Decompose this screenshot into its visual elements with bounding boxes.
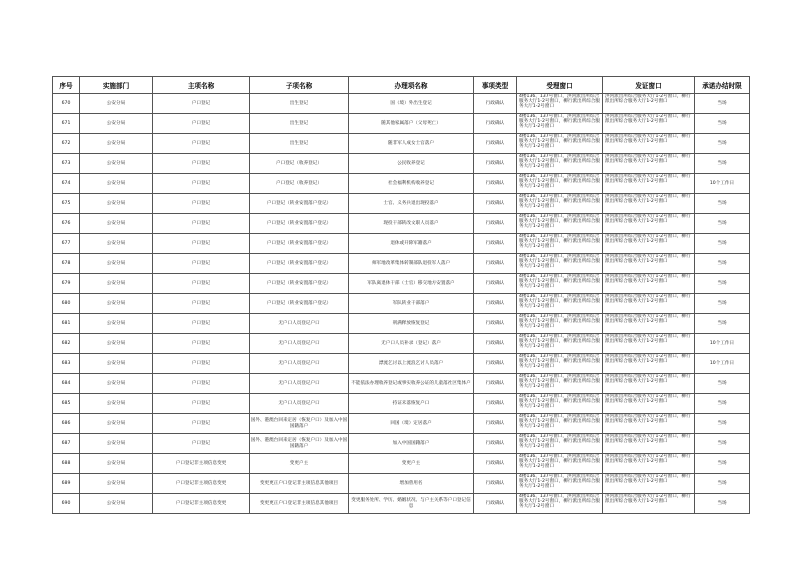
table-row [53,94,750,114]
cell-no: 676 [53,214,80,234]
cell-main-item: 户口登记 [153,154,250,174]
cell-sub-item: 无户口人员登记户口 [250,374,349,394]
cell-issue-window [603,94,695,114]
cell-no: 670 [53,94,80,114]
cell-sub-item: 变更更正户口登记非主项信息其他项目 [250,474,349,494]
cell-no: 681 [53,314,80,334]
cell-item-type: 行政确认 [474,374,517,394]
cell-time-limit: 当场 [695,474,750,494]
cell-accept-window-text: 4楼136、137号窗口，洪河派出所综合服务大厅1-2号窗口，柳行派出所综合服务大厅1-2号窗口 [519,274,601,290]
cell-no: 684 [53,374,80,394]
cell-accept-window [517,214,603,234]
table-row [53,154,750,174]
cell-no: 677 [53,234,80,254]
cell-main-item: 户口登记 [153,94,250,114]
cell-item-type: 行政确认 [474,494,517,514]
table-row [53,494,750,514]
cell-time-limit: 当场 [695,94,750,114]
cell-dept: 公安分局 [80,114,153,134]
cell-dept: 公安分局 [80,234,153,254]
cell-accept-window-text: 4楼136、137号窗口，洪河派出所综合服务大厅1-2号窗口，柳行派出所综合服务大厅1-2号窗口 [519,494,601,510]
cell-sub-item: 变更更正户口登记非主项信息其他项目 [250,494,349,514]
cell-accept-window-text: 4楼136、137号窗口，洪河派出所综合服务大厅1-2号窗口，柳行派出所综合服务大厅1-2号窗口 [519,294,601,310]
cell-sub-item: 无户口人员登记户口 [250,394,349,414]
cell-sub-item: 户口登记（转业安置落户登记） [250,254,349,274]
cell-issue-window-text: 洪河派出所综合服务大厅1-2号窗口，柳行派出所综合服务大厅1-2号窗口 [605,354,691,365]
cell-accept-window [517,154,603,174]
table-row [53,354,750,374]
cell-handling-item: 退休或开除军籍落户 [349,234,474,254]
cell-issue-window [603,374,695,394]
cell-issue-window [603,474,695,494]
header-item-type: 事项类型 [474,77,517,94]
cell-time-limit: 当场 [695,414,750,434]
cell-sub-item: 户口登记（转业安置落户登记） [250,234,349,254]
cell-no: 680 [53,294,80,314]
cell-dept: 公安分局 [80,154,153,174]
table-row [53,194,750,214]
cell-item-type: 行政确认 [474,154,517,174]
cell-sub-item: 出生登记 [250,134,349,154]
cell-time-limit: 当场 [695,194,750,214]
cell-handling-item: 公民收养登记 [349,154,474,174]
cell-item-type: 行政确认 [474,314,517,334]
cell-issue-window-text: 洪河派出所综合服务大厅1-2号窗口，柳行派出所综合服务大厅1-2号窗口 [605,154,691,165]
table-row [53,374,750,394]
cell-handling-item: 士官、义务兵退出现役落户 [349,194,474,214]
cell-handling-item: 持证未落恢复户口 [349,394,474,414]
cell-issue-window [603,434,695,454]
cell-item-type: 行政确认 [474,294,517,314]
cell-issue-window [603,194,695,214]
cell-no: 685 [53,394,80,414]
cell-accept-window [517,494,603,514]
table-header-row [53,77,750,94]
cell-no: 682 [53,334,80,354]
cell-item-type: 行政确认 [474,394,517,414]
cell-main-item: 户口登记 [153,294,250,314]
cell-issue-window [603,234,695,254]
table-row [53,254,750,274]
cell-dept: 公安分局 [80,294,153,314]
header-accept-window: 受理窗口 [517,77,603,94]
cell-accept-window-text: 4楼136、137号窗口，洪河派出所综合服务大厅1-2号窗口，柳行派出所综合服务大厅1-2号窗口 [519,214,601,230]
cell-sub-item: 国外、港澳台回来定居（恢复户口）及加入中国国籍落户 [250,434,349,454]
cell-dept: 公安分局 [80,474,153,494]
cell-accept-window-text: 4楼136、137号窗口，洪河派出所综合服务大厅1-2号窗口，柳行派出所综合服务大厅1-2号窗口 [519,94,601,110]
services-table [52,76,750,514]
cell-main-item: 户口登记 [153,194,250,214]
cell-accept-window [517,234,603,254]
cell-issue-window-text: 洪河派出所综合服务大厅1-2号窗口，柳行派出所综合服务大厅1-2号窗口 [605,194,691,205]
cell-item-type: 行政确认 [474,234,517,254]
table-row [53,174,750,194]
cell-accept-window-text: 4楼136、137号窗口，洪河派出所综合服务大厅1-2号窗口，柳行派出所综合服务大厅1-2号窗口 [519,314,601,330]
cell-issue-window-text: 洪河派出所综合服务大厅1-2号窗口，柳行派出所综合服务大厅1-2号窗口 [605,214,691,225]
cell-main-item: 户口登记 [153,234,250,254]
cell-time-limit: 10个工作日 [695,354,750,374]
cell-sub-item: 国外、港澳台回来定居（恢复户口）及加入中国国籍落户 [250,414,349,434]
header-no: 序号 [53,77,80,94]
cell-issue-window-text: 洪河派出所综合服务大厅1-2号窗口，柳行派出所综合服务大厅1-2号窗口 [605,334,691,345]
cell-accept-window-text: 4楼136、137号窗口，洪河派出所综合服务大厅1-2号窗口，柳行派出所综合服务大厅1-2号窗口 [519,354,601,370]
cell-accept-window-text: 4楼136、137号窗口，洪河派出所综合服务大厅1-2号窗口，柳行派出所综合服务大厅1-2号窗口 [519,434,601,450]
cell-time-limit: 当场 [695,314,750,334]
table-row [53,294,750,314]
cell-issue-window [603,214,695,234]
cell-accept-window [517,94,603,114]
cell-issue-window-text: 洪河派出所综合服务大厅1-2号窗口，柳行派出所综合服务大厅1-2号窗口 [605,474,691,485]
cell-issue-window [603,494,695,514]
cell-no: 673 [53,154,80,174]
cell-accept-window [517,454,603,474]
cell-dept: 公安分局 [80,354,153,374]
table-row [53,394,750,414]
cell-accept-window-text: 4楼136、137号窗口，洪河派出所综合服务大厅1-2号窗口，柳行派出所综合服务大厅1-2号窗口 [519,254,601,270]
table-row [53,334,750,354]
cell-accept-window [517,374,603,394]
cell-handling-item: 不能依法办理收养登记或事实收养公证的儿童落社区集体户 [349,374,474,394]
cell-issue-window-text: 洪河派出所综合服务大厅1-2号窗口，柳行派出所综合服务大厅1-2号窗口 [605,274,691,285]
cell-sub-item: 变更户主 [250,454,349,474]
cell-issue-window-text: 洪河派出所综合服务大厅1-2号窗口，柳行派出所综合服务大厅1-2号窗口 [605,374,691,385]
cell-no: 687 [53,434,80,454]
cell-time-limit: 当场 [695,214,750,234]
cell-item-type: 行政确认 [474,174,517,194]
table-row [53,434,750,454]
cell-accept-window [517,334,603,354]
cell-dept: 公安分局 [80,314,153,334]
cell-accept-window [517,414,603,434]
cell-issue-window [603,314,695,334]
cell-issue-window-text: 洪河派出所综合服务大厅1-2号窗口，柳行派出所综合服务大厅1-2号窗口 [605,394,691,405]
cell-issue-window [603,334,695,354]
cell-no: 672 [53,134,80,154]
cell-time-limit: 当场 [695,114,750,134]
header-time-limit: 承诺办结时限 [695,77,750,94]
cell-dept: 公安分局 [80,134,153,154]
cell-no: 675 [53,194,80,214]
cell-main-item: 户口登记 [153,314,250,334]
cell-handling-item: 无户口人员补录（登记）落户 [349,334,474,354]
table-row [53,134,750,154]
cell-accept-window-text: 4楼136、137号窗口，洪河派出所综合服务大厅1-2号窗口，柳行派出所综合服务大厅1-2号窗口 [519,134,601,150]
cell-issue-window [603,414,695,434]
cell-main-item: 户口登记 [153,114,250,134]
cell-handling-item: 军队转业干部落户 [349,294,474,314]
cell-main-item: 户口登记 [153,214,250,234]
table-row [53,474,750,494]
header-sub-item: 子项名称 [250,77,349,94]
cell-accept-window-text: 4楼136、137号窗口，洪河派出所综合服务大厅1-2号窗口，柳行派出所综合服务大厅1-2号窗口 [519,394,601,410]
cell-issue-window [603,394,695,414]
cell-issue-window [603,294,695,314]
cell-dept: 公安分局 [80,194,153,214]
cell-item-type: 行政确认 [474,254,517,274]
cell-no: 679 [53,274,80,294]
cell-item-type: 行政确认 [474,134,517,154]
cell-accept-window [517,294,603,314]
cell-time-limit: 当场 [695,374,750,394]
cell-dept: 公安分局 [80,174,153,194]
cell-handling-item: 变更户主 [349,454,474,474]
cell-time-limit: 当场 [695,154,750,174]
cell-issue-window [603,454,695,474]
cell-sub-item: 户口登记（转业安置落户登记） [250,194,349,214]
cell-accept-window [517,434,603,454]
cell-main-item: 户口登记 [153,374,250,394]
cell-sub-item: 无户口人员登记户口 [250,334,349,354]
header-main-item: 主项名称 [153,77,250,94]
cell-sub-item: 无户口人员登记户口 [250,354,349,374]
cell-sub-item: 户口登记（收养登记） [250,174,349,194]
cell-no: 690 [53,494,80,514]
cell-dept: 公安分局 [80,274,153,294]
cell-dept: 公安分局 [80,374,153,394]
cell-item-type: 行政确认 [474,274,517,294]
cell-time-limit: 当场 [695,434,750,454]
cell-issue-window-text: 洪河派出所综合服务大厅1-2号窗口，柳行派出所综合服务大厅1-2号窗口 [605,254,691,265]
cell-main-item: 户口登记 [153,334,250,354]
cell-handling-item: 回国（境）定居落户 [349,414,474,434]
cell-main-item: 户口登记 [153,394,250,414]
cell-dept: 公安分局 [80,254,153,274]
cell-issue-window-text: 洪河派出所综合服务大厅1-2号窗口，柳行派出所综合服务大厅1-2号窗口 [605,134,691,145]
cell-no: 683 [53,354,80,374]
cell-time-limit: 当场 [695,134,750,154]
cell-dept: 公安分局 [80,494,153,514]
cell-issue-window [603,154,695,174]
cell-accept-window [517,274,603,294]
cell-item-type: 行政确认 [474,214,517,234]
cell-accept-window-text: 4楼136、137号窗口，洪河派出所综合服务大厅1-2号窗口，柳行派出所综合服务大厅1-2号窗口 [519,454,601,470]
cell-accept-window [517,314,603,334]
cell-handling-item: 增加曾用名 [349,474,474,494]
cell-item-type: 行政确认 [474,434,517,454]
cell-accept-window-text: 4楼136、137号窗口，洪河派出所综合服务大厅1-2号窗口，柳行派出所综合服务大厅1-2号窗口 [519,234,601,250]
cell-accept-window [517,134,603,154]
cell-issue-window [603,134,695,154]
table-row [53,414,750,434]
cell-item-type: 行政确认 [474,354,517,374]
cell-issue-window-text: 洪河派出所综合服务大厅1-2号窗口，柳行派出所综合服务大厅1-2号窗口 [605,114,691,125]
cell-no: 686 [53,414,80,434]
cell-item-type: 行政确认 [474,194,517,214]
cell-sub-item: 出生登记 [250,94,349,114]
cell-handling-item: 变更服务处所、学历、婚姻状况、与户主关系等户口登记信息 [349,494,474,514]
header-handling-item: 办理项名称 [349,77,474,94]
cell-accept-window-text: 4楼136、137号窗口，洪河派出所综合服务大厅1-2号窗口，柳行派出所综合服务大厅1-2号窗口 [519,414,601,430]
table-row [53,274,750,294]
cell-accept-window-text: 4楼136、137号窗口，洪河派出所综合服务大厅1-2号窗口，柳行派出所综合服务大厅1-2号窗口 [519,474,601,490]
cell-no: 689 [53,474,80,494]
cell-accept-window [517,174,603,194]
cell-handling-item: 漂流乞讨以上流浪乞讨人员落户 [349,354,474,374]
cell-issue-window [603,174,695,194]
table-row [53,454,750,474]
cell-item-type: 行政确认 [474,94,517,114]
cell-issue-window-text: 洪河派出所综合服务大厅1-2号窗口，柳行派出所综合服务大厅1-2号窗口 [605,174,691,185]
cell-main-item: 户口登记 [153,274,250,294]
cell-issue-window-text: 洪河派出所综合服务大厅1-2号窗口，柳行派出所综合服务大厅1-2号窗口 [605,234,691,245]
header-issue-window: 发证窗口 [603,77,695,94]
cell-item-type: 行政确认 [474,454,517,474]
cell-issue-window-text: 洪河派出所综合服务大厅1-2号窗口，柳行派出所综合服务大厅1-2号窗口 [605,494,691,505]
cell-main-item: 户口登记非主项信息变更 [153,494,250,514]
cell-main-item: 户口登记 [153,134,250,154]
cell-issue-window [603,274,695,294]
cell-main-item: 户口登记非主项信息变更 [153,454,250,474]
cell-issue-window-text: 洪河派出所综合服务大厅1-2号窗口，柳行派出所综合服务大厅1-2号窗口 [605,434,691,445]
cell-dept: 公安分局 [80,454,153,474]
cell-accept-window [517,114,603,134]
cell-handling-item: 现役干部转改文职人员落户 [349,214,474,234]
cell-handling-item: 随其他家属落户（父母死亡） [349,114,474,134]
cell-dept: 公安分局 [80,414,153,434]
cell-time-limit: 10个工作日 [695,174,750,194]
cell-issue-window-text: 洪河派出所综合服务大厅1-2号窗口，柳行派出所综合服务大厅1-2号窗口 [605,294,691,305]
cell-issue-window-text: 洪河派出所综合服务大厅1-2号窗口，柳行派出所综合服务大厅1-2号窗口 [605,94,691,105]
cell-issue-window-text: 洪河派出所综合服务大厅1-2号窗口，柳行派出所综合服务大厅1-2号窗口 [605,414,691,425]
cell-issue-window [603,354,695,374]
cell-main-item: 户口登记 [153,254,250,274]
cell-dept: 公安分局 [80,214,153,234]
cell-main-item: 户口登记 [153,354,250,374]
cell-main-item: 户口登记 [153,434,250,454]
cell-accept-window-text: 4楼136、137号窗口，洪河派出所综合服务大厅1-2号窗口，柳行派出所综合服务大厅1-2号窗口 [519,374,601,390]
cell-accept-window [517,354,603,374]
cell-handling-item: 刑满释放恢复登记 [349,314,474,334]
cell-time-limit: 当场 [695,494,750,514]
table-row [53,234,750,254]
cell-time-limit: 当场 [695,234,750,254]
cell-item-type: 行政确认 [474,414,517,434]
cell-accept-window-text: 4楼136、137号窗口，洪河派出所综合服务大厅1-2号窗口，柳行派出所综合服务大厅1-2号窗口 [519,174,601,190]
cell-dept: 公安分局 [80,434,153,454]
cell-issue-window [603,114,695,134]
cell-handling-item: 随非军人成女士官落户 [349,134,474,154]
cell-time-limit: 当场 [695,394,750,414]
cell-item-type: 行政确认 [474,114,517,134]
cell-sub-item: 户口登记（收养登记） [250,154,349,174]
services-table-sheet [52,76,749,514]
table-row [53,214,750,234]
cell-accept-window [517,474,603,494]
cell-time-limit: 10个工作日 [695,334,750,354]
cell-handling-item: 社会福利机构收养登记 [349,174,474,194]
cell-sub-item: 无户口人员登记户口 [250,314,349,334]
cell-item-type: 行政确认 [474,474,517,494]
cell-handling-item: 军队离退休干部（士官）移交地方安置落户 [349,274,474,294]
cell-no: 688 [53,454,80,474]
cell-accept-window-text: 4楼136、137号窗口，洪河派出所综合服务大厅1-2号窗口，柳行派出所综合服务大厅1-2号窗口 [519,334,601,350]
cell-handling-item: 师军地改革集体转制部队退役军人落户 [349,254,474,274]
cell-time-limit: 当场 [695,274,750,294]
cell-time-limit: 当场 [695,294,750,314]
table-row [53,314,750,334]
cell-issue-window [603,254,695,274]
cell-accept-window [517,254,603,274]
cell-sub-item: 出生登记 [250,114,349,134]
cell-accept-window [517,194,603,214]
cell-dept: 公安分局 [80,394,153,414]
table-row [53,114,750,134]
cell-issue-window-text: 洪河派出所综合服务大厅1-2号窗口，柳行派出所综合服务大厅1-2号窗口 [605,314,691,325]
cell-handling-item: 国（境）外出生登记 [349,94,474,114]
cell-accept-window-text: 4楼136、137号窗口，洪河派出所综合服务大厅1-2号窗口，柳行派出所综合服务大厅1-2号窗口 [519,154,601,170]
header-dept: 实施部门 [80,77,153,94]
cell-sub-item: 户口登记（转业安置落户登记） [250,274,349,294]
cell-main-item: 户口登记非主项信息变更 [153,474,250,494]
cell-sub-item: 户口登记（转业安置落户登记） [250,294,349,314]
cell-main-item: 户口登记 [153,174,250,194]
cell-dept: 公安分局 [80,94,153,114]
cell-issue-window-text: 洪河派出所综合服务大厅1-2号窗口，柳行派出所综合服务大厅1-2号窗口 [605,454,691,465]
cell-dept: 公安分局 [80,334,153,354]
cell-item-type: 行政确认 [474,334,517,354]
cell-no: 671 [53,114,80,134]
cell-sub-item: 户口登记（转业安置落户登记） [250,214,349,234]
cell-no: 674 [53,174,80,194]
cell-accept-window-text: 4楼136、137号窗口，洪河派出所综合服务大厅1-2号窗口，柳行派出所综合服务大厅1-2号窗口 [519,194,601,210]
cell-no: 678 [53,254,80,274]
cell-time-limit: 当场 [695,454,750,474]
cell-accept-window-text: 4楼136、137号窗口，洪河派出所综合服务大厅1-2号窗口，柳行派出所综合服务大厅1-2号窗口 [519,114,601,130]
cell-handling-item: 加入中国国籍落户 [349,434,474,454]
cell-main-item: 户口登记 [153,414,250,434]
cell-time-limit: 当场 [695,254,750,274]
cell-accept-window [517,394,603,414]
